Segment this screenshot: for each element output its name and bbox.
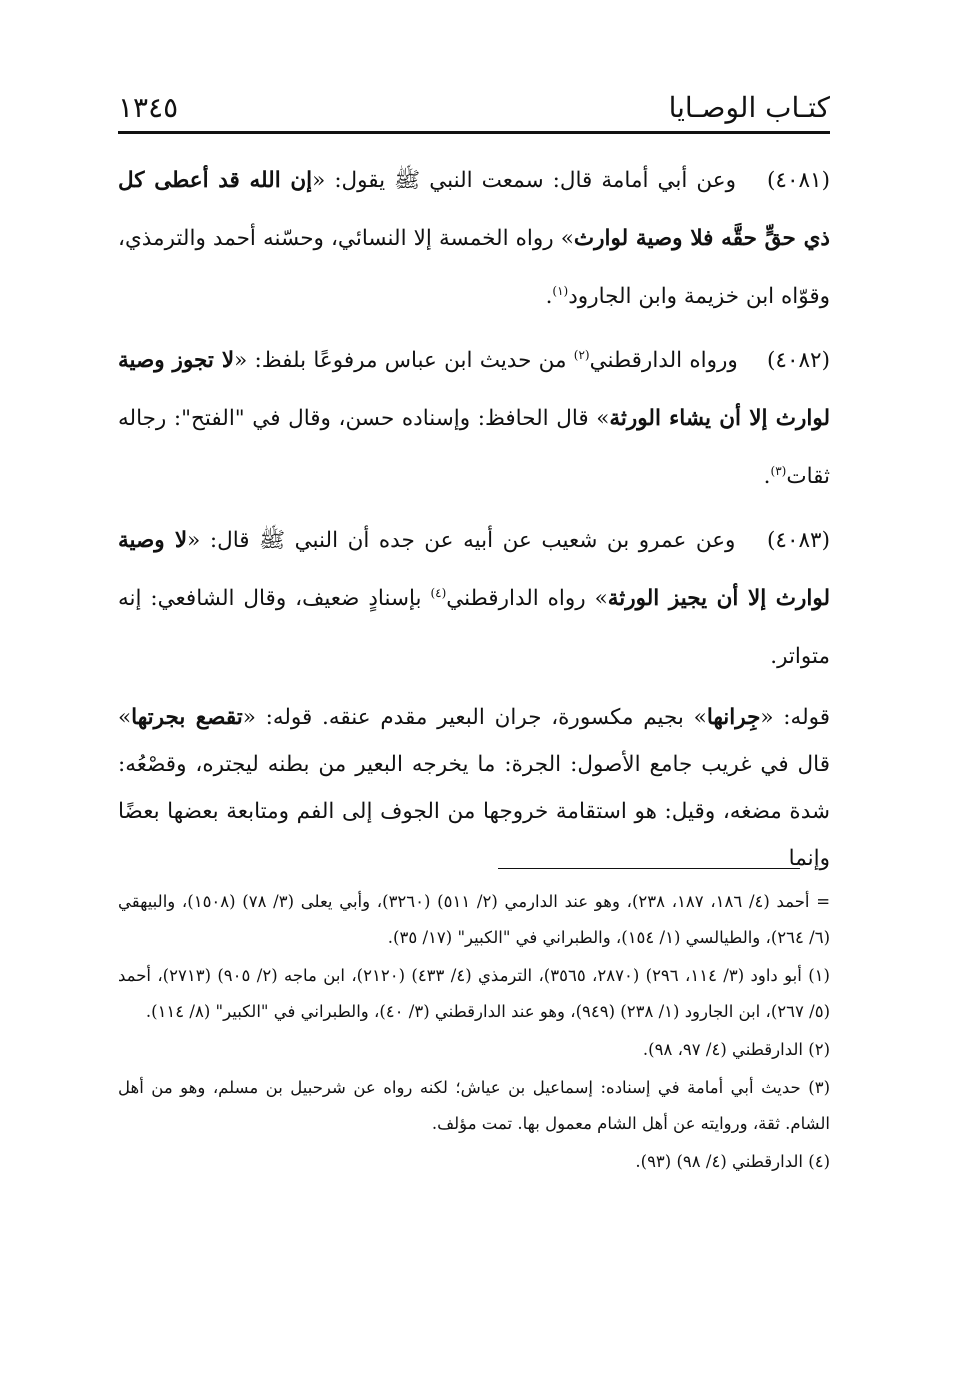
footnote-ref: (١) <box>552 283 569 298</box>
footnote-4: (٤) الدارقطني (٤/ ٩٨) (٩٣). <box>635 1152 830 1171</box>
footnotes <box>118 884 830 1182</box>
footnote-2: (٢) الدارقطني (٤/ ٩٧، ٩٨). <box>642 1040 830 1059</box>
footnote-divider <box>498 868 800 869</box>
commentary-text: » بجيم مكسورة، جران البعير مقدم عنقه. قوله: « <box>242 705 707 730</box>
page-number: ١٣٤٥ <box>118 91 179 124</box>
hadith-text: » رواه الخمسة إلا النسائي، وحسّنه أحمد والترمذي، وقوّاه ابن خزيمة وابن الجارود <box>118 226 830 309</box>
commentary-text: قوله: « <box>760 705 830 730</box>
main-text <box>118 152 830 888</box>
hadith-4081 <box>118 152 830 326</box>
commentary-term: جِرانها <box>706 705 761 730</box>
footnote-ref: (٢) <box>573 347 590 362</box>
commentary-text: » قال في غريب جامع الأصول: الجرة: ما يخرجه البعير من بطنه ليجتره، وقصْعُه: شدة مضغه، وقيل: هو استقامة خروجها من الجوف إلى الفم ومتابعة بعضها بعضًا وإنما <box>118 705 830 871</box>
footnote-3: (٣) حديث أبي أمامة في إسناده: إسماعيل بن عياش؛ لكنه رواه عن شرحبيل بن مسلم، وهو من أهل الشام. ثقة، وروايته عن أهل الشام معمول بها. تمت مؤلف. <box>118 1078 830 1133</box>
header-divider <box>118 131 830 134</box>
commentary-term: تقصع بجرتها <box>131 705 243 730</box>
hadith-quote: لا تجوز وصية لوارث إلا أن يشاء الورثة <box>118 348 830 431</box>
hadith-text: » رواه الدارقطني <box>446 586 608 611</box>
hadith-text: . <box>545 284 553 309</box>
footnote-continuation: = أحمد (٤/ ١٨٦، ١٨٧، ٢٣٨)، وهو عند الدارمي (٢/ ٥١١) (٣٢٦٠)، وأبي يعلى (٣/ ٧٨) (١٥٠٨)، والبيهقي (٦/ ٢٦٤)، والطيالسي (١/ ١٥٤)، والطبراني في "الكبير" (١٧/ ٣٥). <box>118 892 831 947</box>
hadith-text: » قال الحافظ: وإسناده حسن، وقال في "الفتح": رجاله ثقات <box>118 406 830 489</box>
footnote-ref: (٣) <box>770 463 787 478</box>
hadith-4082 <box>118 332 830 506</box>
footnote-ref: (٤) <box>430 585 447 600</box>
page-header <box>118 88 830 132</box>
hadith-4083 <box>118 512 830 686</box>
hadith-text: . <box>763 464 771 489</box>
hadith-number: (٤٠٨١) <box>767 168 830 193</box>
hadith-text: وعن أبي أمامة قال: سمعت النبي ﷺ يقول: « <box>312 168 736 193</box>
chapter-title: كتـاب الوصـايا <box>668 91 830 124</box>
footnote-1: (١) أبو داود (٣/ ١١٤، ٢٩٦) (٢٨٧٠، ٣٥٦٥)، الترمذي (٤/ ٤٣٣) (٢١٢٠)، ابن ماجه (٢/ ٩٠٥) (٢٧١٣)، أحمد (٥/ ٢٦٧)، ابن الجارود (١/ ٢٣٨) (٩٤٩)، وهو عند الدارقطني (٣/ ٤٠)، والطبراني في "الكبير" (٨/ ١١٤). <box>118 966 830 1021</box>
hadith-text: وعن عمرو بن شعيب عن أبيه عن جده أن النبي ﷺ قال: « <box>187 528 736 553</box>
hadith-number: (٤٠٨٢) <box>767 348 830 373</box>
hadith-quote: لا وصية لوارث إلا أن يجيز الورثة <box>118 528 830 611</box>
hadith-text: ورواه الدارقطني <box>589 348 738 373</box>
hadith-number: (٤٠٨٣) <box>767 528 830 553</box>
hadith-text: بإسنادٍ ضعيف، وقال الشافعي: إنه متواتر. <box>118 586 830 669</box>
hadith-quote: إن الله قد أعطى كل ذي حقٍّ حقَّه فلا وصية لوارث <box>118 168 830 251</box>
commentary-paragraph <box>118 694 830 882</box>
hadith-text: من حديث ابن عباس مرفوعًا بلفظ: « <box>234 348 574 373</box>
